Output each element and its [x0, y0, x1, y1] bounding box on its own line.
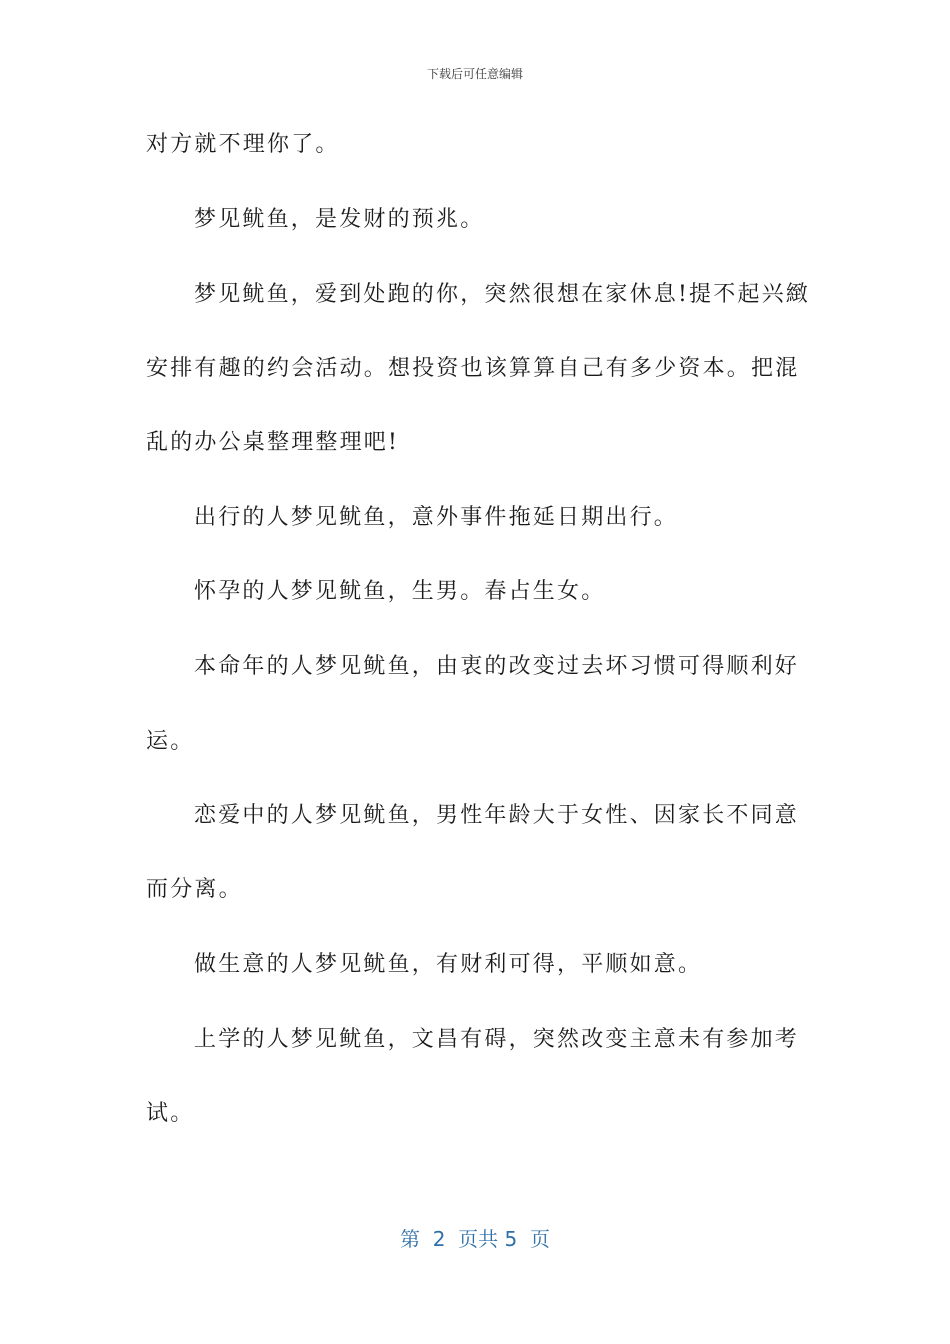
text-line: 乱的办公桌整理整理吧! — [146, 430, 400, 455]
text-line: 出行的人梦见鱿鱼，意外事件拖延日期出行。 — [194, 505, 679, 530]
text-line: 本命年的人梦见鱿鱼，由衷的改变过去坏习惯可得顺利好 — [194, 654, 800, 679]
text-line: 安排有趣的约会活动。想投资也该算算自己有多少资本。把混 — [146, 356, 800, 381]
page-number: 第 2 页共 5 页 — [400, 1227, 550, 1251]
text-line: 怀孕的人梦见鱿鱼，生男。春占生女。 — [194, 579, 606, 604]
text-line: 试。 — [146, 1101, 195, 1126]
text-line: 恋爱中的人梦见鱿鱼，男性年龄大于女性、因家长不同意 — [194, 803, 800, 828]
page-header: 下载后可任意编辑 — [426, 67, 523, 81]
text-line: 运。 — [146, 729, 195, 754]
text-line: 上学的人梦见鱿鱼，文昌有碍，突然改变主意未有参加考 — [194, 1027, 800, 1052]
text-line: 对方就不理你了。 — [146, 132, 340, 157]
text-line: 做生意的人梦见鱿鱼，有财利可得，平顺如意。 — [194, 952, 703, 977]
text-line: 而分离。 — [146, 877, 243, 902]
text-line: 梦见鱿鱼，是发财的预兆。 — [194, 207, 485, 232]
text-line: 梦见鱿鱼，爱到处跑的你，突然很想在家休息!提不起兴緻 — [194, 282, 811, 307]
